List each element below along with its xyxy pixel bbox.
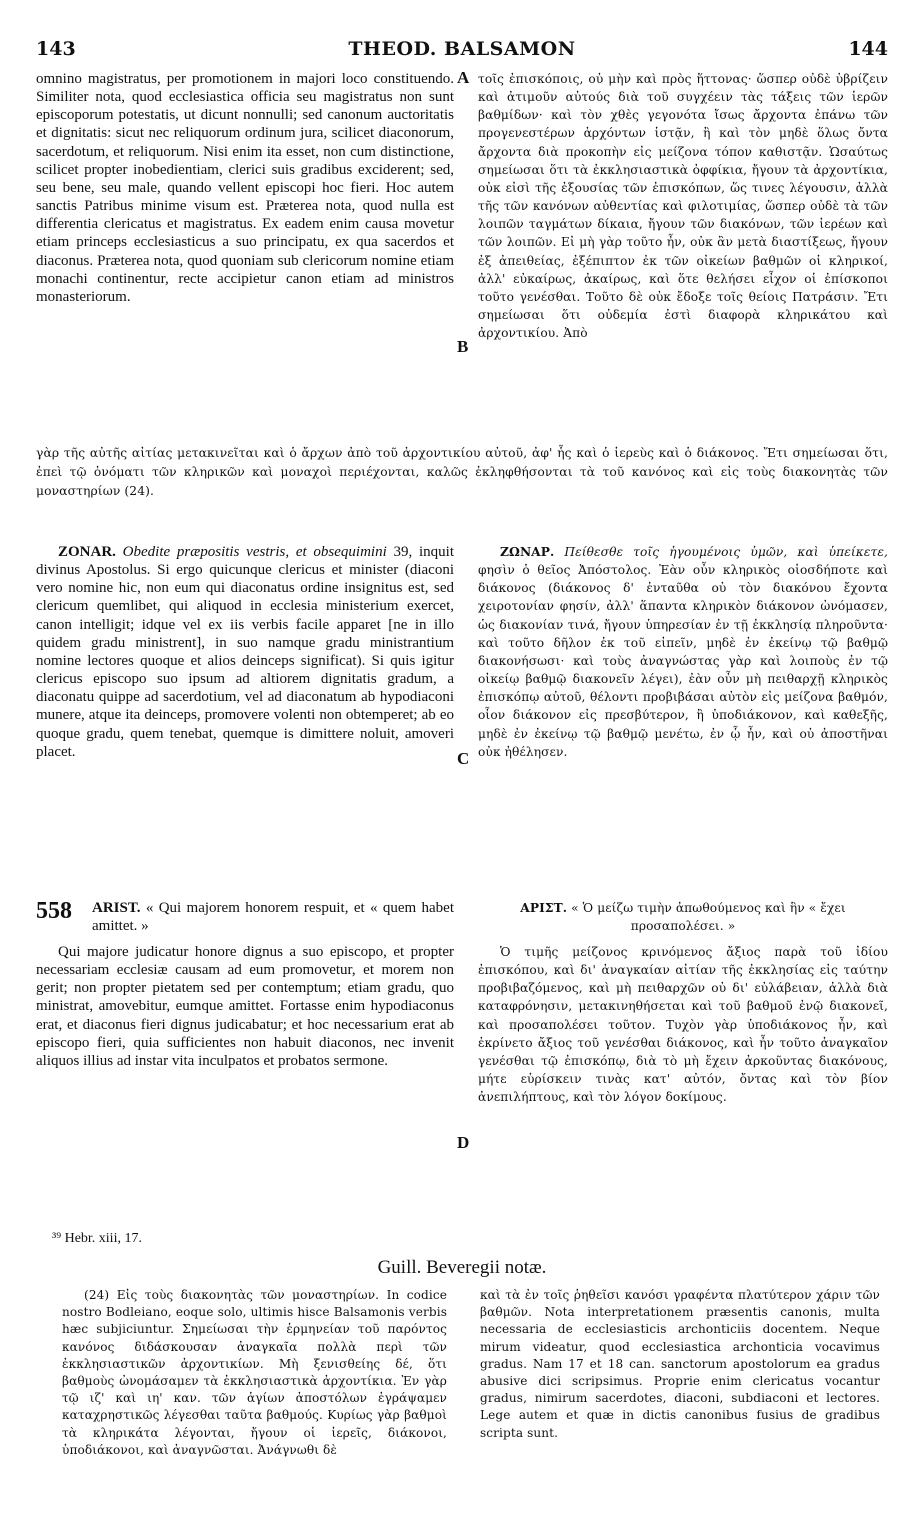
aristenus-latin-label: ARIST. [92, 900, 141, 916]
notes-left-text: (24) Εἰς τοὺς διακονητὰς τῶν μοναστηρίων. In codice nostro Bodleiano, eoque solo, ultimis hisce Balsamonis verbis hæc subjiciuntur. Σημείωσαι τὴν ἑρμηνείαν τοῦ παρόντος κανόνος διδάσκουσαν ἀναγκαῖα πολλὰ περὶ τῶν ἐκκλησιαστικῶν ἀρχοντικίων. Μὴ ξενισθείης δέ, ὅτι βαθμοὺς ὠνομάσαμεν τὰ ἐκκλησιαστικὰ ἀρχοντίκια. Ἐν γὰρ τῷ ιζ' καὶ ιη' καν. τῶν ἁγίων ἀποστόλων ἐγράψαμεν καταχρηστικῶς λέγεσθαι ταῦτα βαθμούς. Κυρίως γὰρ βαθμοὶ τὰ κληρικάτα λέγονται, ἤγουν οἱ ἱερεῖς, διάκονοι, ὑποδιάκονοι, καὶ ἀναγνῶσται. Ἀνάγνωθι δὲ [62, 1288, 447, 1457]
aristenus-greek [478, 943, 888, 1106]
margin-letter-b: B [457, 337, 469, 356]
page-number-right: 144 [848, 38, 888, 60]
aristenus-latin-text: Qui majore judicatur honore dignus a suo episcopo, et propter necessariam ecclesiæ causam ad eum promovetur, et morem non gerit; non propter pietatem sed per contemptum; etiam gradu, quo ministrat, amovebitur, eumque amittet. Fortasse enim hypodiaconus erat, et diaconus fieri dignus judicabatur; et hoc necessarium erat ab episcopo fieri, quia sufficientes non habuit diaconos, nec invenit aliquos illius ad instar vita inculpatos et probatos sermone. [36, 944, 454, 1069]
notes-right-text: καὶ τὰ ἐν τοῖς ῥηθεῖσι κανόσι γραφέντα πλατύτερον χάριν τῶν βαθμῶν. Nota interpretationem præsentis canonis, multa necessaria de ecclesiasticis archonticiis docentem. Neque mirum videatur, quod ecclesiastica archonticia vocavimus gradus. Nam 17 et 18 can. sanctorum apostolorum ea gradus abusive dici scripsimus. Proprie enim clericatus vocantur gradus, nimirum sacerdotes, diaconi, subdiaconi et lectores. Lege autem et quæ in dictis canonibus fusius de gradibus scripta sunt. [480, 1288, 880, 1440]
latin-note-column [36, 70, 454, 306]
canon-side-number: 558 [36, 898, 72, 924]
margin-letter-d: D [457, 1133, 470, 1152]
page-number-left: 143 [36, 38, 76, 60]
notes-left-column [62, 1287, 447, 1459]
margin-letter-a: A [457, 68, 470, 87]
footnote: ³⁹ Hebr. xiii, 17. [52, 1231, 142, 1246]
margin-letter-c: C [457, 749, 470, 768]
zonaras-greek-label: ΖΩΝΑΡ. [500, 545, 555, 559]
notes-right-column [480, 1287, 880, 1442]
running-title: THEOD. BALSAMON [348, 38, 576, 60]
aristenus-latin [36, 943, 454, 1070]
latin-note-text: omnino magistratus, per promotionem in majori loco constituendo. Similiter nota, quod ecclesiastica officia seu magistratus non sunt episcoporum potestatis, ut dicunt nonnulli; sed canonum auctoritatis et dignitatis: sicut nec reliquorum ordinum jura, scilicet diaconorum, sacerdotum, et reliquorum. Nisi enim ita esset, non cum distinctione, scilicet propter inobedientiam, clerici suis gradibus exciderent; sed, seu bene, seu male, quando vellent episcopi hoc fieri. Hoc autem sanctis Patribus minime visum est. Præterea nota, quod nulla est differentia clericatus et magistratus. Ex eadem enim causa movetur etiam princeps ecclesiasticus a suo principatu, ex qua sacerdos et diaconus. Præterea nota, quod quoniam sub clericorum nomine etiam monachi continentur, recte accipietur canon etiam ad ministros monasteriorum. [36, 71, 454, 305]
zonaras-latin-text: 39, inquit divinus Apostolus. Si ergo quicunque clericus et minister (diaconi vero nomine hic, non eum qui diaconatus ordine insignitus est, sed clericum quemlibet, qui aliquod in ecclesia ministerium exercet, canon intelligit; idque vel ex iis verbis facile apparet [ne in illo quidem gradu ministrent], in suo namque gradu ministrantium nomine lectores quoque et alios deinceps significat). Si quis igitur clericus episcopo suo ipsum ad altiorem dignitatis gradum, a diaconatu quippe ad sacerdotium, vel ad diaconatum ab hypodiaconi munere, atque ita deinceps, promovere volenti non obtemperet; ab eo quoque gradu, quem tenebat, quemque is dimittere noluit, amoveri placet. [36, 544, 454, 760]
aristenus-greek-quote: « Ὁ μείζω τιμὴν ἀπωθούμενος καὶ ἣν « ἔχει προσαπολέσει. » [571, 901, 846, 934]
running-header [36, 38, 888, 64]
aristenus-latin-heading [92, 899, 454, 935]
zonaras-latin-quote: Obedite præpositis vestris, et obsequimini [122, 544, 387, 560]
aristenus-latin-quote: « Qui majorem honorem respuit, et « quem habet amittet. » [92, 900, 455, 935]
aristenus-greek-heading [478, 899, 888, 935]
zonaras-latin [36, 543, 454, 761]
greek-note-text: τοῖς ἐπισκόποις, οὐ μὴν καὶ πρὸς ἥττονας· ὥσπερ οὐδὲ ὑβρίζειν καὶ ἀτιμοῦν αὐτούς διὰ τοῦ συγχέειν τὰς τάξεις τῶν ἱερῶν βαθμίδων· καὶ τὸν χθὲς γεγονότα ἴσως ἄρχοντα ἐπάνω τῶν προγενεστέρων ἀρχόντων ἱστᾷν, ἢ καὶ τὸν μηδὲ ὅλως ὄντα ἄρχοντα διὰ προκοπὴν εἰς μείζονα τόπον καθιστᾷν. Ὡσαύτως σημείωσαι ὅτι τὰ ἐκκλησιαστικὰ ὀφφίκια, ἤγουν τὰ ἀρχοντίκια, οὐκ εἰσὶ τῆς ἐξουσίας τῶν ἐπισκόπων, ὥς τινες λέγουσιν, ἀλλὰ τῆς τῶν κανόνων αὐθεντίας καὶ φιλοτιμίας, ὥσπερ οὐδὲ τὰ τῶν λοιπῶν ταγμάτων δίκαια, ἤγουν τῶν διακόνων, τῶν ἱερέων καὶ τῶν λοιπῶν. Εἰ μὴ γὰρ τοῦτο ἦν, οὐκ ἂν μετὰ διαστίξεως, ἤγουν ἐξ ἀπειθείας, ἐξέπιπτον ἐκ τῶν οἰκείων βαθμῶν οἱ κληρικοί, ἀλλ' εὐκαίρως, ἀκαίρως, καὶ ὅτε θελήσει εἶχον οἱ ἐπίσκοποι τοῦτο γενέσθαι. Τοῦτο δὲ οὐκ ἔδοξε τοῖς θείοις Πατράσιν. Ἔτι σημείωσαι ὅτι οὐδεμία ἐστὶ διαφορὰ κληρικάτου καὶ ἀρχοντικίου. Ἀπὸ [478, 72, 888, 341]
zonaras-latin-label: ZONAR. [58, 544, 116, 560]
zonaras-greek-text: φησὶν ὁ θεῖος Ἀπόστολος. Ἐὰν οὖν κληρικὸς οἱοσδήποτε καὶ διάκονος (διάκονος δ' ἐνταῦθα οὐ τὸν διακόνου ἔχοντα χειροτονίαν φησίν, ἀλλ' ἅπαντα κληρικὸν διάκονον ὠνόμασεν, ὡς διακονίαν τινά, ἤγουν ὑπηρεσίαν ἐν τῇ ἐκκλησίᾳ πληροῦντα· καὶ τοῦτο δῆλον ἐκ τοῦ εἰπεῖν, μηδὲ ἐν ἐκείνῳ τῷ βαθμῷ διακονήσωσι· καὶ τοὺς ἀναγνώστας γὰρ καὶ λοιποὺς ἐν τῷ οἰκείῳ βαθμῷ διακονεῖν λέγει), ἐὰν οὖν μὴ πειθαρχῇ κληρικὸς ἐπισκόπῳ αὐτοῦ, θέλοντι προβιβάσαι αὐτὸν εἰς μείζονα βαθμόν, οἷον διάκονον εἰς πρεσβύτερον, ἢ ὑποδιάκονον, καὶ καθεξῆς, μηδὲ ἐν ἐκείνῳ τῷ βαθμῷ μενέτω, ἐν ᾧ ἦν, καὶ οὐ ἀποστῆναι οὐκ ἠθέλησεν. [478, 563, 888, 759]
zonaras-greek [478, 543, 888, 761]
aristenus-greek-label: ΑΡΙΣΤ. [520, 901, 568, 915]
notes-heading: Guill. Beveregii notæ. [377, 1257, 547, 1278]
greek-continuation: γὰρ τῆς αὐτῆς αἰτίας μετακινεῖται καὶ ὁ ἄρχων ἀπὸ τοῦ ἀρχοντικίου αὐτοῦ, ἀφ' ἧς καὶ ὁ ἱερεὺς καὶ ὁ διάκονος. Ἔτι σημείωσαι ὅτι, ἐπεὶ τῷ ὀνόματι τῶν κληρικῶν καὶ μοναχοὶ περιέχονται, καλῶς ἐκληφθήσονται τὰ τοῦ κανόνος καὶ εἰς τοὺς διακονητὰς τῶν μοναστηρίων (24). [36, 446, 888, 498]
greek-full-width-text [36, 444, 888, 501]
greek-note-column [478, 70, 888, 342]
zonaras-greek-quote: Πείθεσθε τοῖς ἡγουμένοις ὑμῶν, καὶ ὑπείκετε, [564, 545, 888, 559]
aristenus-greek-text: Ὁ τιμῆς μείζονος κρινόμενος ἄξιος παρὰ τοῦ ἰδίου ἐπισκόπου, καὶ δι' ἀναγκαίαν αἰτίαν τῆς ἐκκλησίας εἰς ταύτην προβιβαζόμενος, καὶ μὴ πειθαρχῶν οὐ δι' εὐλάβειαν, ἀλλὰ διὰ καταφρόνησιν, μετακινηθήσεται καὶ τοῦ βαθμοῦ ἐνῷ διακονεῖ, καὶ προσαπολέσει τοῦτον. Τυχὸν γὰρ ὑποδιάκονος ἦν, καὶ ἐκρίνετο ἄξιος τοῦ γενέσθαι διάκονος, καὶ ἦν τοῦτο ἀναγκαῖον γενέσθαι τῷ ἐπισκόπῳ, διὰ τὸ μὴ ἔχειν ἀρκοῦντας διακόνους, μήτε εὑρίσκειν τινὰς κατ' αὐτόν, ὄντας καὶ τὸν βίον ἀνεπιλήπτους, καὶ τὸν λόγον δοκίμους. [478, 945, 888, 1105]
